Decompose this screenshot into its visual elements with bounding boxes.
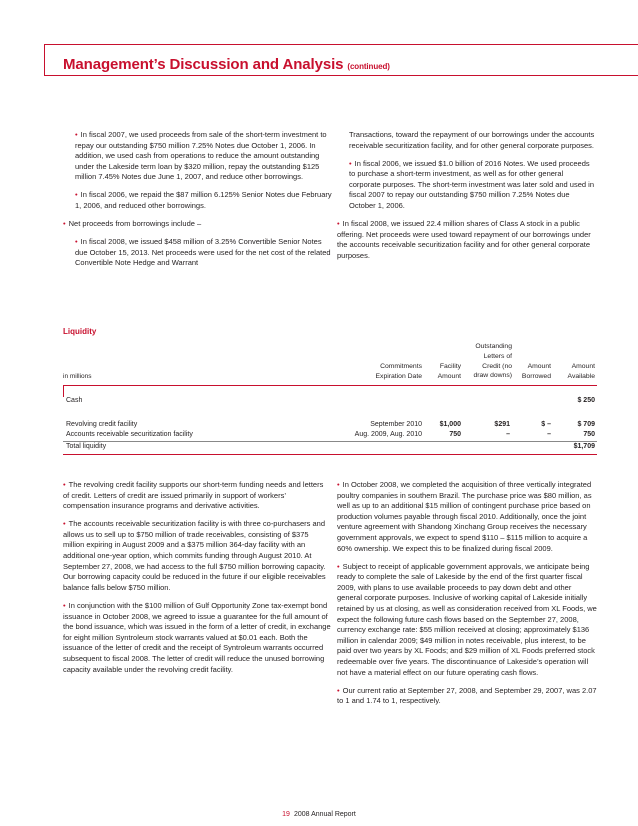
col-header-outstanding: Outstanding Letters of Credit (no draw downs) <box>473 343 512 380</box>
paragraph: • Our current ratio at September 27, 2008, and September 29, 2007, was 2.07 to 1 and 1.74 to 1, respectively. <box>337 685 597 706</box>
bullet: • <box>63 480 66 489</box>
total-label: Total liquidity <box>66 443 107 450</box>
page-number: 19 <box>282 811 290 818</box>
page-title-text: Management’s Discussion and Analysis <box>63 56 344 73</box>
table-cell-facility: $1,000 <box>439 421 461 428</box>
table-cell-available: $ 709 <box>577 421 595 428</box>
section-title-liquidity: Liquidity <box>63 327 97 336</box>
bullet: • <box>63 219 66 229</box>
paragraph: • The revolving credit facility supports our short-term funding needs and letters of credit. Letters of credit are issued primarily in support of workers’ compensation insurance programs and derivative activities. <box>63 480 324 511</box>
cash-label: Cash <box>66 397 83 404</box>
col-header-available: Amount Available <box>567 363 595 380</box>
paragraph: • In conjunction with the $100 million of Gulf Opportunity Zone tax-exempt bond issuance in October 2008, we agreed to issue a guarantee for the full amount of the bond issuance, which was issued in the form of a letter of credit, in exchange for eight million Syntroleum stock warrants valued at $0.01 each. Both the issuance of the letter of credit and the receipt of Syntroleum warrants occurred subsequent to fiscal 2008. The letter of credit will reduce the unused borrowing capacity available under the revolving credit facility. <box>63 600 331 674</box>
bullet: • <box>337 480 340 489</box>
bullet: • <box>75 237 78 247</box>
bullet: • <box>349 158 352 168</box>
table-cell-letters: – <box>506 431 510 438</box>
table-top-rule <box>63 385 597 386</box>
top-right-column <box>337 130 597 269</box>
paragraph: • Net proceeds from borrowings include – <box>63 219 202 229</box>
bullet: • <box>63 519 66 529</box>
report-label: 2008 Annual Report <box>293 811 356 818</box>
table-cell-available: 750 <box>583 431 595 438</box>
table-cell-borrowed: $ – <box>541 421 551 428</box>
table-total-rule <box>63 441 597 442</box>
table-bottom-rule <box>63 454 597 455</box>
cash-available: $ 250 <box>577 397 595 404</box>
bullet: • <box>75 190 78 200</box>
table-cell-date: Aug. 2009, Aug. 2010 <box>354 431 422 438</box>
col-header-borrowed: Amount Borrowed <box>521 363 551 380</box>
bottom-right-column <box>337 480 597 714</box>
col-header-facility: Facility Amount <box>437 363 461 380</box>
paragraph: • In fiscal 2006, we repaid the $87 million 6.125% Senior Notes due February 1, 2006, and reduced other borrowings. <box>75 190 332 211</box>
bullet: • <box>75 130 78 139</box>
table-row-label: Revolving credit facility <box>66 421 138 428</box>
page-title <box>63 56 390 73</box>
paragraph: Transactions, toward the repayment of our borrowings under the accounts receivable securitization facility, and for other general corporate purposes. <box>349 130 595 150</box>
bullet: • <box>337 219 340 229</box>
table-cell-facility: 750 <box>449 431 461 438</box>
table-cell-borrowed: – <box>547 431 551 438</box>
paragraph: • In fiscal 2008, we issued $458 million of 3.25% Convertible Senior Notes due October 15, 2013. Net proceeds were used for the net cost of the related Convertible Note Hedge and Warrant <box>75 237 331 268</box>
paragraph: • In fiscal 2007, we used proceeds from sale of the short-term investment to repay our outstanding $750 million 7.25% Notes due October 1, 2006. In addition, we used cash from operations to reduce the amount outstanding under the Lakeside term loan by $320 million, repay the outstanding $125 million 7.45% Notes due June 1, 2007, and reduce other borrowings. <box>75 130 327 182</box>
units-label: in millions <box>63 373 92 380</box>
bullet: • <box>337 561 340 571</box>
col-header-commitments: Commitments Expiration Date <box>375 363 422 380</box>
total-available: $1,709 <box>573 443 595 450</box>
page-footer <box>0 811 638 818</box>
paragraph: • In fiscal 2008, we issued 22.4 million shares of Class A stock in a public offering. Net proceeds were used toward repayment of our borrowings under the accounts receivable securitization facility and for other general corporate purposes. <box>337 219 591 260</box>
table-left-rule <box>63 385 64 397</box>
bottom-left-column <box>63 480 331 683</box>
table-cell-letters: $291 <box>494 421 510 428</box>
bullet: • <box>337 685 340 695</box>
paragraph: • The accounts receivable securitization facility is with three co-purchasers and allows us to sell up to $750 million of trade receivables, consisting of $375 million expiring in August 2009 and a $375 million 364-day facility with an additional one-year option, which commits funding through August 2010. At September 27, 2008, we had access to the full $750 million borrowing capacity. Our borrowing capacity could be reduced in the future if our eligible receivables balance falls below $750 million. <box>63 519 326 592</box>
bullet: • <box>63 600 66 610</box>
continued-label: (continued) <box>347 62 390 71</box>
paragraph: • In October 2008, we completed the acquisition of three vertically integrated poultry companies in southern Brazil. The purchase price was $80 million, as well as up to an additional $15 million of contingent purchase price based on production volumes payable through fiscal 2010. Additionally, once the joint venture agreement with Shandong Xinchang Group receives the necessary government approvals, we expect to spend $110 – $115 million to acquire a 60% ownership. We expect this to be finalized during fiscal 2009. <box>337 480 592 553</box>
table-row-label: Accounts receivable securitization facility <box>66 431 193 438</box>
paragraph: • In fiscal 2006, we issued $1.0 billion of 2016 Notes. We used proceeds to purchase a short-term investment, as well as for other general corporate purposes. The short-term investment was later sold and used in fiscal 2007 to repay our outstanding $750 million 7.25% Notes due October 1, 2006. <box>349 158 594 211</box>
paragraph: • Subject to receipt of applicable government approvals, we anticipate being ready to complete the sale of Lakeside by the end of the first quarter fiscal 2009, with plans to use available proceeds to pay down debt and other general corporate purposes. Inclusive of working capital of Lakeside initially retained by us at closing, as well as consideration received from XL Foods, we expect the following future cash flows based on the September 27, 2008, currency exchange rate: $55 million received at closing; approximately $136 million in calendar 2009; $49 million in notes receivable, plus interest, to be paid over two years by XL Foods; and $29 million of XL Foods preferred stock redeemable over five years. The discontinuance of Lakeside’s operation will not have a material effect on our future operating cash flows. <box>337 561 597 677</box>
top-left-column <box>63 130 333 277</box>
table-cell-date: September 2010 <box>370 421 422 428</box>
